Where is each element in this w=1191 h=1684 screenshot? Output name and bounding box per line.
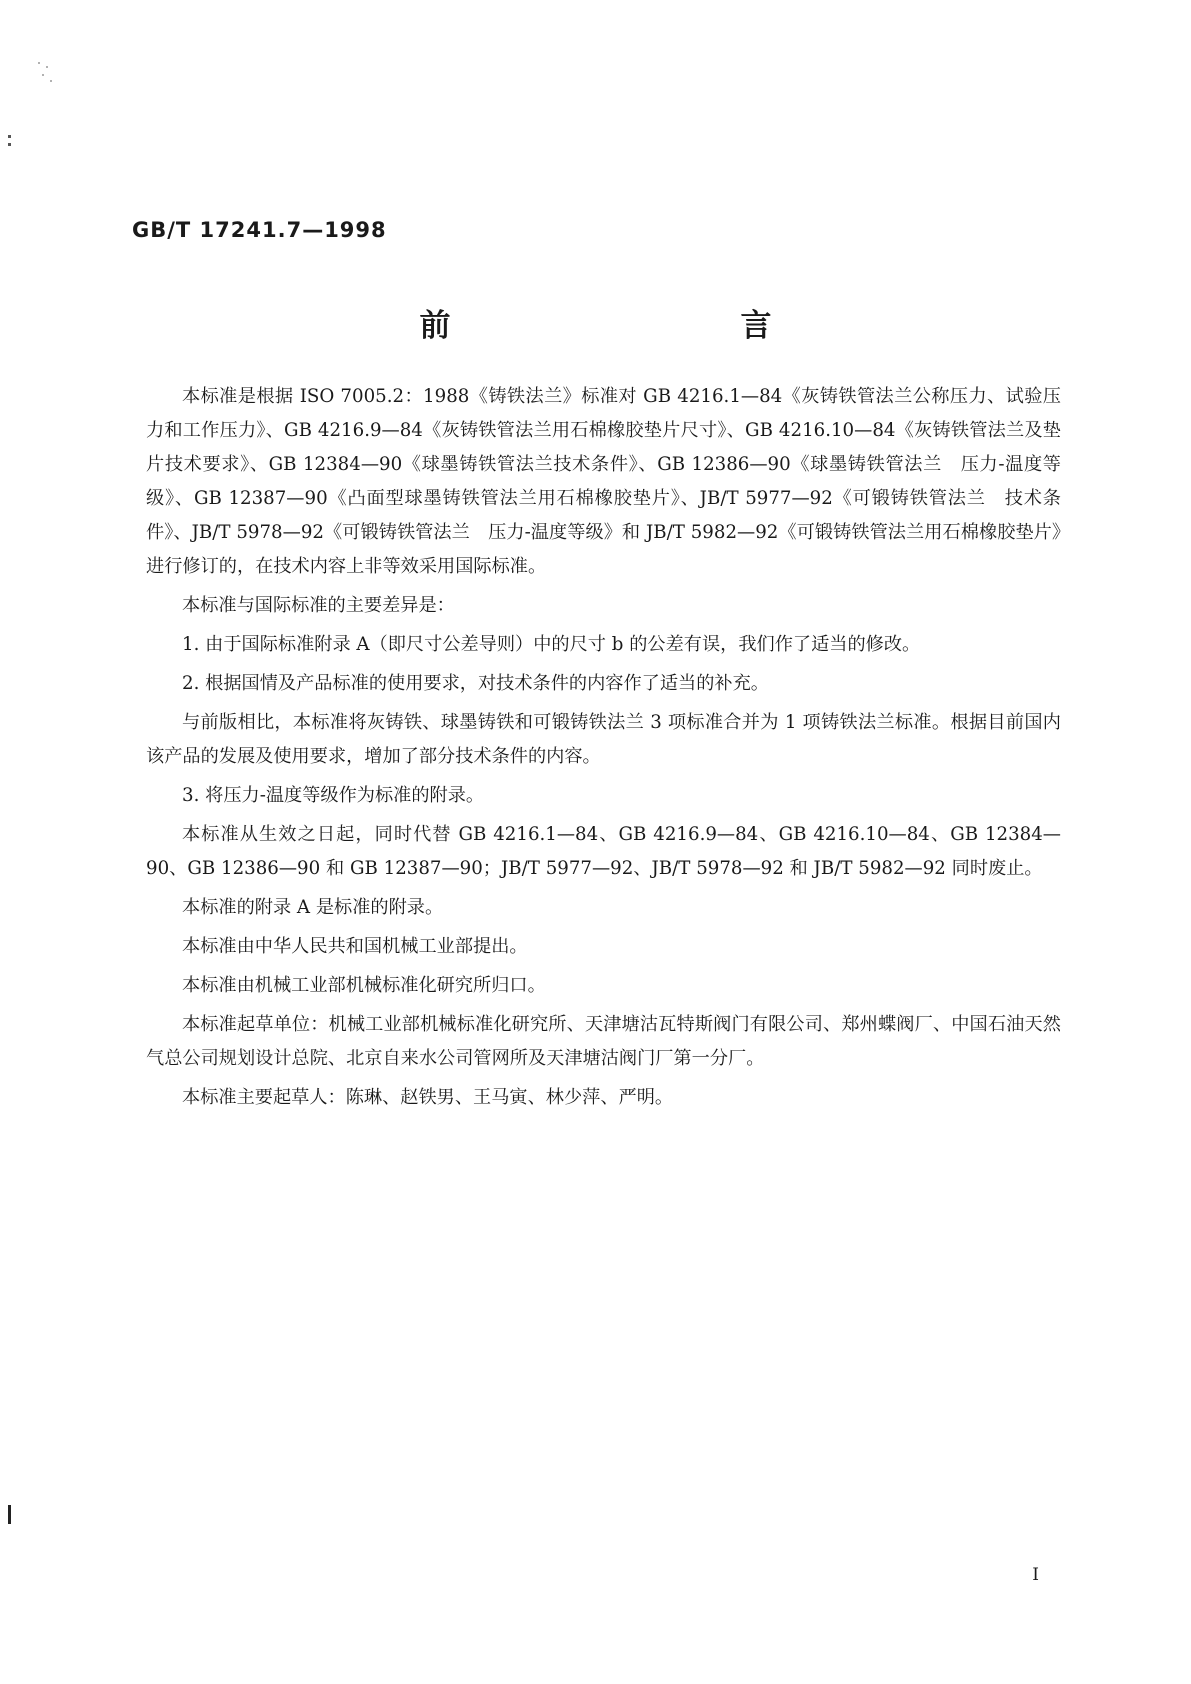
paragraph: 本标准由中华人民共和国机械工业部提出。 <box>182 936 528 957</box>
standard-code: GB/T 17241.7—1998 <box>132 218 387 242</box>
paragraph: 与前版相比，本标准将灰铸铁、球墨铸铁和可锻铸铁法兰 3 项标准合并为 1 项铸铁法兰标准。根据目前国内该产品的发展及使用要求，增加了部分技术条件的内容。 <box>146 712 1061 767</box>
paragraph: 1. 由于国际标准附录 A（即尺寸公差导则）中的尺寸 b 的公差有误，我们作了适当的修改。 <box>182 634 921 655</box>
scan-noise-mark <box>34 60 58 90</box>
foreword-body <box>146 380 1061 1120</box>
paragraph: 本标准与国际标准的主要差异是： <box>182 595 455 616</box>
paragraph: 本标准的附录 A 是标准的附录。 <box>182 897 444 918</box>
paragraph: 本标准是根据 ISO 7005.2：1988《铸铁法兰》标准对 GB 4216.1—84《灰铸铁管法兰公称压力、试验压力和工作压力》、GB 4216.9—84《灰铸铁管法兰用石棉橡胶垫片尺寸》、GB 4216.10—84《灰铸铁管法兰及垫片技术要求》、GB 12384—90《球墨铸铁管法兰技术条件》、GB 12386—90《球墨铸铁管法兰 压力-温度等级》、GB 12387—90《凸面型球墨铸铁管法兰用石棉橡胶垫片》、JB/T 5977—92《可锻铸铁管法兰 技术条件》、JB/T 5978—92《可锻铸铁管法兰 压力-温度等级》和 JB/T 5982—92《可锻铸铁管法兰用石棉橡胶垫片》进行修订的，在技术内容上非等效采用国际标准。 <box>146 386 1061 577</box>
paragraph: 3. 将压力-温度等级作为标准的附录。 <box>182 785 485 806</box>
page-number: I <box>1032 1565 1039 1585</box>
paragraph: 本标准主要起草人：陈琳、赵铁男、王马寅、林少萍、严明。 <box>182 1087 674 1108</box>
paragraph: 本标准起草单位：机械工业部机械标准化研究所、天津塘沽瓦特斯阀门有限公司、郑州蝶阀厂、中国石油天然气总公司规划设计总院、北京自来水公司管网所及天津塘沽阀门厂第一分厂。 <box>146 1014 1061 1069</box>
paragraph: 本标准从生效之日起，同时代替 GB 4216.1—84、GB 4216.9—84、GB 4216.10—84、GB 12384—90、GB 12386—90 和 GB 12387—90；JB/T 5977—92、JB/T 5978—92 和 JB/T 5982—92 同时废止。 <box>146 824 1061 879</box>
paragraph: 2. 根据国情及产品标准的使用要求，对技术条件的内容作了适当的补充。 <box>182 673 769 694</box>
page-title: 前 言 <box>419 308 848 344</box>
scan-noise-mark <box>8 135 12 147</box>
scan-edge-bar <box>8 1505 11 1524</box>
paragraph: 本标准由机械工业部机械标准化研究所归口。 <box>182 975 546 996</box>
